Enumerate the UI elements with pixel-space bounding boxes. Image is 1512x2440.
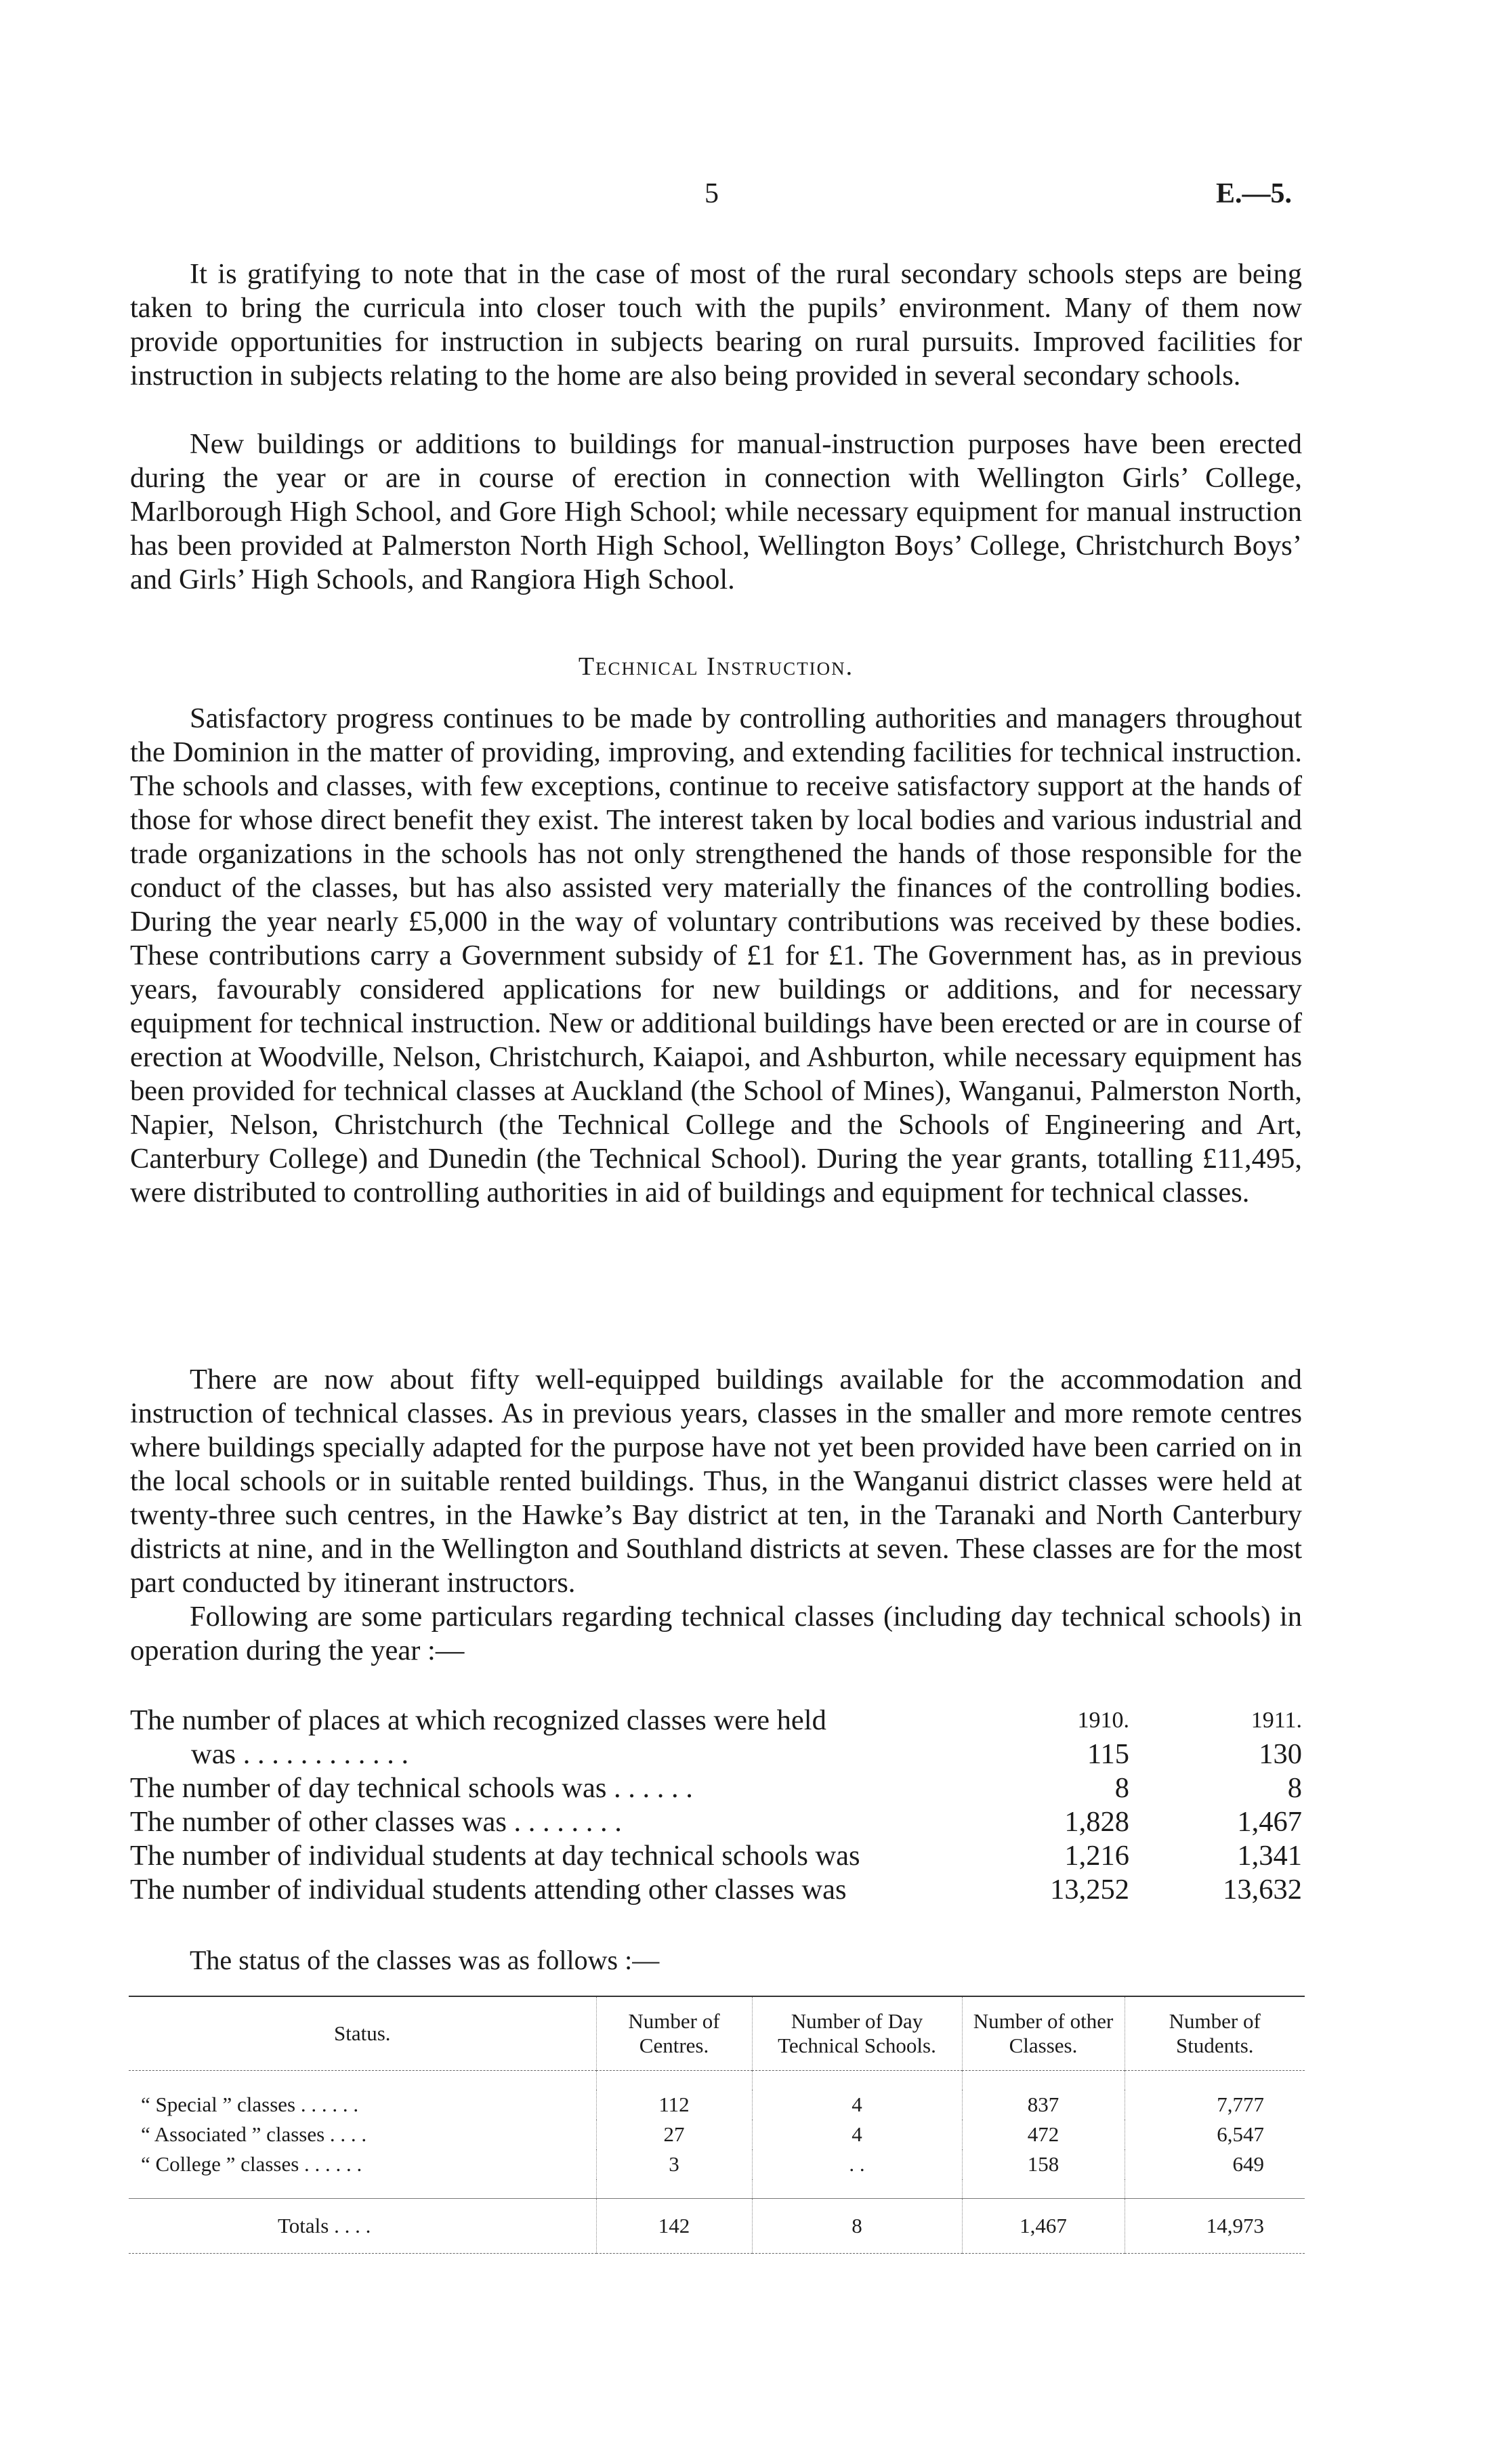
stats-row: [130, 1771, 1302, 1805]
totals-centres: 142: [596, 2199, 752, 2254]
other-classes-cell: 158: [962, 2149, 1125, 2179]
stats-value-1911: 8: [1287, 1772, 1302, 1804]
stats-row: [130, 1738, 1302, 1771]
day-schools-cell: 4: [752, 2090, 962, 2120]
day-schools-cell: . .: [752, 2149, 962, 2179]
centres-cell: 112: [596, 2090, 752, 2120]
rural-schools-paragraph: [130, 257, 1302, 393]
stats-value-1910: 1,216: [1064, 1840, 1129, 1872]
header-status: Status.: [333, 2021, 391, 2045]
buildings-paragraph-block: [130, 1363, 1302, 1600]
other-classes-cell: 837: [962, 2090, 1125, 2120]
stats-label: The number of individual students at day technical schools was: [130, 1840, 860, 1872]
stats-value-1911: 130: [1259, 1738, 1302, 1770]
students-cell: 6,547: [1125, 2120, 1305, 2149]
stats-label: The number of day technical schools was . . . . . .: [130, 1772, 693, 1804]
header-centres: Number of Centres.: [596, 1996, 752, 2071]
students-cell: 7,777: [1125, 2090, 1305, 2120]
following-paragraph-block: [130, 1600, 1302, 1668]
status-cell: “ College ” classes . . . . . .: [141, 2152, 362, 2176]
table-row: [129, 2090, 1305, 2120]
totals-other-classes: 1,467: [962, 2199, 1125, 2254]
section-heading-block: [130, 652, 1302, 681]
stats-value-1911: 13,632: [1223, 1874, 1302, 1906]
centres-cell: 3: [596, 2149, 752, 2179]
table-row: [129, 2149, 1305, 2179]
status-table-intro: The status of the classes was as follows :—: [190, 1945, 660, 1975]
stats-label: The number of places at which recognized classes were held: [130, 1704, 826, 1736]
stats-label: was . . . . . . . . . . . .: [191, 1738, 409, 1770]
stats-row: [130, 1805, 1302, 1839]
totals-label: Totals . . . .: [129, 2199, 596, 2254]
totals-students: 14,973: [1125, 2199, 1305, 2254]
report-reference: E.—5.: [1216, 178, 1293, 209]
page-number: 5: [705, 178, 719, 209]
status-table: [129, 1996, 1305, 2254]
header-other-classes: Number of other Classes.: [962, 1996, 1125, 2071]
stats-row: [130, 1839, 1302, 1873]
status-cell: “ Associated ” classes . . . .: [141, 2122, 367, 2146]
header-students: Number of Students.: [1125, 1996, 1305, 2071]
paragraph-fifty-buildings: There are now about fifty well-equipped buildings available for the accommodation and instruction of technical classes. As in previous years, classes in the smaller and more remote centres where buildings specially adapted for the purpose have not yet been provided have been carried on in the local schools or in suitable rented buildings. Thus, in the Wanganui district classes were held at twenty-three such centres, in the Hawke’s Bay district at ten, in the Taranaki and North Canterbury districts at nine, and in the Wellington and Southland districts at seven. These classes are for the most part conducted by itinerant instructors.: [130, 1364, 1302, 1599]
status-table-header: [129, 1996, 1305, 2071]
totals-row: [129, 2199, 1305, 2254]
stats-label: The number of individual students attending other classes was: [130, 1874, 847, 1906]
stats-row: [130, 1704, 1302, 1738]
stats-value-1910: 13,252: [1050, 1874, 1129, 1906]
technical-classes-stats: [130, 1704, 1302, 1907]
totals-day-schools: 8: [752, 2199, 962, 2254]
paragraph-progress: Satisfactory progress continues to be made by controlling authorities and managers throughout the Dominion in the matter of providing, improving, and extending facilities for technical instruction. The schools and classes, with few exceptions, continue to receive satisfactory support at the hands of those for whose direct benefit they exist. The interest taken by local bodies and various industrial and trade organizations in the schools has not only strengthened the hands of those responsible for the conduct of the classes, but has also assisted very materially the finances of the controlling bodies. During the year nearly £5,000 in the way of voluntary contributions was received by these bodies. These contributions carry a Government subsidy of £1 for £1. The Government has, as in previous years, favourably considered applications for new buildings or additions, and for necessary equipment for technical instruction. New or additional buildings have been erected or are in course of erection at Woodville, Nelson, Christchurch, Kaiapoi, and Ashburton, while necessary equipment has been provided for technical classes at Auckland (the School of Mines), Wanganui, Palmerston North, Napier, Nelson, Christchurch (the Technical College and the Schools of Engineering and Art, Canterbury College) and Dunedin (the Technical School). During the year grants, totalling £11,495, were distributed to controlling authorities in aid of buildings and equipment for technical classes.: [130, 702, 1302, 1208]
paragraph-buildings: New buildings or additions to buildings for manual-instruction purposes have been erected during the year or are in course of erection in connection with Wellington Girls’ College, Marlborough High School, and Gore High School; while necessary equipment for manual instruction has been provided at Palmerston North High School, Wellington Boys’ College, Christchurch Boys’ and Girls’ High Schools, and Rangiora High School.: [130, 428, 1302, 595]
stats-label: The number of other classes was . . . . . . . .: [130, 1806, 622, 1838]
stats-value-1910: 115: [1087, 1738, 1129, 1770]
status-cell: “ Special ” classes . . . . . .: [141, 2092, 359, 2116]
centres-cell: 27: [596, 2120, 752, 2149]
progress-paragraph-block: [130, 702, 1302, 1210]
other-classes-cell: 472: [962, 2120, 1125, 2149]
paragraph-rural: It is gratifying to note that in the case of most of the rural secondary schools steps are being taken to bring the curricula into closer touch with the pupils’ environment. Many of them now provide opportunities for instruction in subjects bearing on rural pursuits. Improved facilities for instruction in subjects relating to the home are also being provided in several secondary schools.: [130, 258, 1302, 392]
manual-instruction-paragraph: [130, 427, 1302, 597]
day-schools-cell: 4: [752, 2120, 962, 2149]
header-day-schools: Number of Day Technical Schools.: [752, 1996, 962, 2071]
year-1910-header: 1910.: [1077, 1708, 1129, 1733]
table-row: [129, 2120, 1305, 2149]
stats-row: [130, 1873, 1302, 1907]
stats-value-1911: 1,341: [1237, 1840, 1302, 1872]
year-1911-header: 1911.: [1251, 1708, 1302, 1733]
section-heading: Technical Instruction.: [578, 652, 854, 681]
stats-value-1910: 1,828: [1064, 1806, 1129, 1838]
stats-value-1911: 1,467: [1237, 1806, 1302, 1838]
students-cell: 649: [1125, 2149, 1305, 2179]
stats-value-1910: 8: [1114, 1772, 1129, 1804]
paragraph-following: Following are some particulars regarding technical classes (including day technical schools) in operation during the year :—: [130, 1601, 1302, 1666]
